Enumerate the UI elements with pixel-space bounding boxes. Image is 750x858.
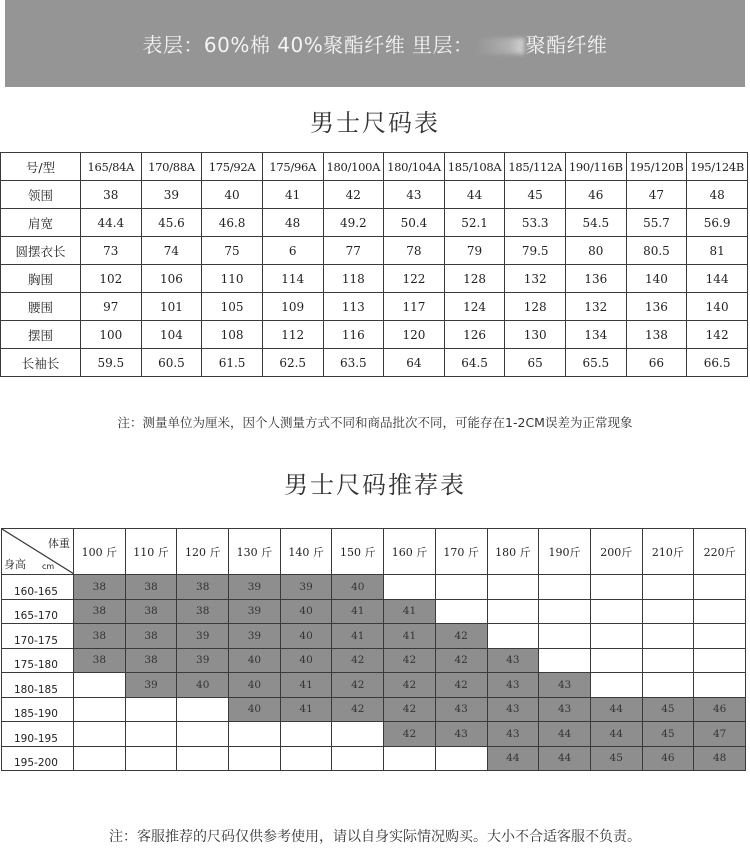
size-chart-row	[1, 209, 748, 237]
measurement-label: 领围	[1, 181, 81, 209]
empty-cell	[539, 624, 591, 649]
measurement-value: 132	[505, 265, 566, 293]
weight-column-header: 150 斤	[332, 529, 384, 575]
measurement-value: 48	[262, 209, 323, 237]
height-range-label: 170-175	[2, 624, 74, 649]
measurement-label: 圆摆衣长	[1, 237, 81, 265]
empty-cell	[280, 722, 332, 747]
size-chart-row	[1, 349, 748, 377]
height-unit-label: cm	[42, 562, 55, 571]
empty-cell	[125, 746, 177, 771]
measurement-label: 腰围	[1, 293, 81, 321]
measurement-label: 胸围	[1, 265, 81, 293]
recommended-size-cell: 41	[384, 599, 436, 624]
recommended-size-cell: 40	[177, 673, 229, 698]
empty-cell	[177, 746, 229, 771]
empty-cell	[74, 697, 126, 722]
recommend-chart-row	[2, 624, 746, 649]
measurement-value: 64.5	[444, 349, 505, 377]
size-column-header: 195/124B	[687, 153, 748, 181]
measurement-value: 102	[81, 265, 142, 293]
size-column-header: 180/100A	[323, 153, 384, 181]
measurement-value: 101	[141, 293, 202, 321]
weight-column-header: 180 斤	[487, 529, 539, 575]
material-text	[142, 29, 607, 58]
empty-cell	[642, 624, 694, 649]
height-range-label: 165-170	[2, 599, 74, 624]
recommended-size-cell: 38	[74, 648, 126, 673]
empty-cell	[642, 575, 694, 600]
recommend-chart-row	[2, 697, 746, 722]
empty-cell	[177, 697, 229, 722]
corner-cell	[2, 529, 74, 575]
size-column-header: 185/112A	[505, 153, 566, 181]
measurement-value: 39	[141, 181, 202, 209]
recommend-note: 注：客服推荐的尺码仅供参考使用，请以自身实际情况购买。大小不合适客服不负责。	[109, 829, 641, 845]
measurement-value: 64	[384, 349, 445, 377]
measurement-value: 122	[384, 265, 445, 293]
measurement-value: 104	[141, 321, 202, 349]
measurement-value: 40	[202, 181, 263, 209]
empty-cell	[332, 722, 384, 747]
recommended-size-cell: 46	[642, 746, 694, 771]
measurement-value: 134	[566, 321, 627, 349]
measurement-value: 110	[202, 265, 263, 293]
recommended-size-cell: 44	[590, 722, 642, 747]
size-column-header: 175/92A	[202, 153, 263, 181]
empty-cell	[125, 722, 177, 747]
measurement-value: 52.1	[444, 209, 505, 237]
measurement-value: 120	[384, 321, 445, 349]
measurement-value: 73	[81, 237, 142, 265]
measurement-value: 6	[262, 237, 323, 265]
measurement-value: 60.5	[141, 349, 202, 377]
measurement-value: 116	[323, 321, 384, 349]
empty-cell	[642, 673, 694, 698]
measurement-value: 61.5	[202, 349, 263, 377]
recommend-chart-row	[2, 746, 746, 771]
empty-cell	[384, 746, 436, 771]
height-range-label: 175-180	[2, 648, 74, 673]
recommended-size-cell: 39	[229, 575, 281, 600]
measurement-value: 128	[444, 265, 505, 293]
recommended-size-cell: 38	[125, 599, 177, 624]
measurement-value: 53.3	[505, 209, 566, 237]
measurement-value: 54.5	[566, 209, 627, 237]
measurement-value: 45	[505, 181, 566, 209]
material-inner-layer: 聚酯纤维	[525, 33, 608, 57]
size-chart-row	[1, 237, 748, 265]
weight-column-header: 200斤	[590, 529, 642, 575]
recommended-size-cell: 42	[332, 697, 384, 722]
recommended-size-cell: 44	[539, 746, 591, 771]
recommended-size-cell: 41	[280, 673, 332, 698]
empty-cell	[435, 746, 487, 771]
empty-cell	[590, 599, 642, 624]
empty-cell	[487, 599, 539, 624]
measurement-value: 100	[81, 321, 142, 349]
recommended-size-cell: 44	[539, 722, 591, 747]
recommended-size-cell: 40	[332, 575, 384, 600]
recommend-chart-row	[2, 575, 746, 600]
measurement-value: 47	[626, 181, 687, 209]
recommend-chart-row	[2, 648, 746, 673]
measurement-value: 77	[323, 237, 384, 265]
measurement-value: 136	[566, 265, 627, 293]
empty-cell	[435, 575, 487, 600]
recommend-chart-header-row	[2, 529, 746, 575]
recommended-size-cell: 42	[384, 697, 436, 722]
empty-cell	[74, 746, 126, 771]
recommended-size-cell: 42	[435, 624, 487, 649]
measurement-value: 112	[262, 321, 323, 349]
measurement-value: 46.8	[202, 209, 263, 237]
recommended-size-cell: 43	[435, 697, 487, 722]
recommended-size-cell: 45	[642, 697, 694, 722]
measurement-value: 105	[202, 293, 263, 321]
weight-column-header: 130 斤	[229, 529, 281, 575]
recommended-size-cell: 40	[280, 624, 332, 649]
recommended-size-cell: 40	[229, 697, 281, 722]
recommended-size-cell: 38	[177, 599, 229, 624]
measurement-value: 79	[444, 237, 505, 265]
measurement-value: 108	[202, 321, 263, 349]
size-column-header: 170/88A	[141, 153, 202, 181]
size-column-header: 185/108A	[444, 153, 505, 181]
size-chart-header-row	[1, 153, 748, 181]
measurement-value: 81	[687, 237, 748, 265]
measurement-value: 46	[566, 181, 627, 209]
recommended-size-cell: 38	[125, 575, 177, 600]
measurement-value: 50.4	[384, 209, 445, 237]
size-column-header: 165/84A	[81, 153, 142, 181]
recommended-size-cell: 39	[125, 673, 177, 698]
weight-column-header: 120 斤	[177, 529, 229, 575]
empty-cell	[694, 599, 746, 624]
size-chart-row	[1, 293, 748, 321]
height-range-label: 185-190	[2, 697, 74, 722]
measurement-value: 80	[566, 237, 627, 265]
empty-cell	[332, 746, 384, 771]
recommend-chart-row	[2, 673, 746, 698]
height-range-label: 195-200	[2, 746, 74, 771]
measurement-value: 44	[444, 181, 505, 209]
empty-cell	[590, 575, 642, 600]
recommended-size-cell: 39	[280, 575, 332, 600]
empty-cell	[177, 722, 229, 747]
measurement-value: 136	[626, 293, 687, 321]
size-chart-row	[1, 265, 748, 293]
blurred-text	[476, 38, 524, 54]
measurement-value: 80.5	[626, 237, 687, 265]
recommend-chart-title: 男士尺码推荐表	[284, 471, 466, 499]
measurement-value: 113	[323, 293, 384, 321]
measurement-value: 66	[626, 349, 687, 377]
empty-cell	[694, 575, 746, 600]
recommend-chart-table	[1, 528, 746, 771]
measurement-value: 106	[141, 265, 202, 293]
recommended-size-cell: 42	[384, 722, 436, 747]
recommended-size-cell: 44	[590, 697, 642, 722]
measurement-value: 140	[687, 293, 748, 321]
recommended-size-cell: 38	[74, 599, 126, 624]
empty-cell	[539, 575, 591, 600]
material-outer-layer: 表层：60%棉 40%聚酯纤维 里层：	[142, 33, 474, 57]
recommended-size-cell: 46	[694, 697, 746, 722]
recommended-size-cell: 38	[125, 624, 177, 649]
recommended-size-cell: 42	[435, 648, 487, 673]
height-range-label: 190-195	[2, 722, 74, 747]
measurement-value: 49.2	[323, 209, 384, 237]
measurement-value: 124	[444, 293, 505, 321]
measurement-label: 长袖长	[1, 349, 81, 377]
measurement-value: 128	[505, 293, 566, 321]
corner-label: 号/型	[1, 153, 81, 181]
size-chart-table	[0, 152, 748, 377]
recommended-size-cell: 39	[177, 624, 229, 649]
recommended-size-cell: 42	[384, 673, 436, 698]
empty-cell	[539, 599, 591, 624]
empty-cell	[487, 624, 539, 649]
measurement-value: 65.5	[566, 349, 627, 377]
size-column-header: 190/116B	[566, 153, 627, 181]
weight-column-header: 160 斤	[384, 529, 436, 575]
recommended-size-cell: 38	[74, 624, 126, 649]
measurement-value: 114	[262, 265, 323, 293]
measurement-value: 38	[81, 181, 142, 209]
recommended-size-cell: 45	[590, 746, 642, 771]
measurement-value: 56.9	[687, 209, 748, 237]
measurement-value: 62.5	[262, 349, 323, 377]
measurement-value: 55.7	[626, 209, 687, 237]
weight-column-header: 190斤	[539, 529, 591, 575]
empty-cell	[229, 746, 281, 771]
empty-cell	[280, 746, 332, 771]
height-range-label: 180-185	[2, 673, 74, 698]
recommended-size-cell: 40	[280, 599, 332, 624]
empty-cell	[74, 722, 126, 747]
size-column-header: 195/120B	[626, 153, 687, 181]
recommended-size-cell: 43	[539, 673, 591, 698]
recommended-size-cell: 41	[384, 624, 436, 649]
empty-cell	[590, 673, 642, 698]
recommended-size-cell: 47	[694, 722, 746, 747]
recommended-size-cell: 43	[487, 673, 539, 698]
empty-cell	[229, 722, 281, 747]
empty-cell	[125, 697, 177, 722]
measurement-value: 144	[687, 265, 748, 293]
empty-cell	[384, 575, 436, 600]
height-axis-label: 身高	[4, 558, 26, 571]
empty-cell	[642, 648, 694, 673]
measurement-value: 74	[141, 237, 202, 265]
recommended-size-cell: 39	[229, 599, 281, 624]
size-chart-title: 男士尺码表	[310, 109, 440, 137]
recommend-chart-row	[2, 722, 746, 747]
weight-axis-label: 体重	[48, 537, 70, 550]
recommended-size-cell: 38	[74, 575, 126, 600]
recommended-size-cell: 42	[435, 673, 487, 698]
empty-cell	[642, 599, 694, 624]
measurement-value: 79.5	[505, 237, 566, 265]
material-banner	[5, 0, 745, 87]
size-column-header: 180/104A	[384, 153, 445, 181]
measurement-value: 130	[505, 321, 566, 349]
weight-column-header: 220斤	[694, 529, 746, 575]
empty-cell	[590, 648, 642, 673]
empty-cell	[694, 624, 746, 649]
recommended-size-cell: 43	[487, 697, 539, 722]
recommend-chart-row	[2, 599, 746, 624]
empty-cell	[487, 575, 539, 600]
recommended-size-cell: 41	[332, 599, 384, 624]
size-chart-row	[1, 321, 748, 349]
measurement-value: 59.5	[81, 349, 142, 377]
measurement-label: 摆围	[1, 321, 81, 349]
recommended-size-cell: 41	[332, 624, 384, 649]
recommended-size-cell: 39	[177, 648, 229, 673]
measurement-value: 126	[444, 321, 505, 349]
recommended-size-cell: 40	[280, 648, 332, 673]
measurement-value: 65	[505, 349, 566, 377]
measurement-value: 41	[262, 181, 323, 209]
empty-cell	[590, 624, 642, 649]
measurement-note: 注：测量单位为厘米，因个人测量方式不同和商品批次不同，可能存在1-2CM误差为正常现象	[117, 415, 633, 430]
recommended-size-cell: 43	[539, 697, 591, 722]
measurement-value: 42	[323, 181, 384, 209]
recommended-size-cell: 42	[332, 673, 384, 698]
measurement-value: 48	[687, 181, 748, 209]
empty-cell	[694, 673, 746, 698]
measurement-value: 142	[687, 321, 748, 349]
recommended-size-cell: 43	[487, 722, 539, 747]
recommended-size-cell: 42	[384, 648, 436, 673]
measurement-value: 66.5	[687, 349, 748, 377]
recommended-size-cell: 38	[125, 648, 177, 673]
measurement-value: 109	[262, 293, 323, 321]
recommended-size-cell: 48	[694, 746, 746, 771]
recommended-size-cell: 40	[229, 673, 281, 698]
recommended-size-cell: 41	[280, 697, 332, 722]
weight-column-header: 140 斤	[280, 529, 332, 575]
measurement-value: 140	[626, 265, 687, 293]
weight-column-header: 100 斤	[74, 529, 126, 575]
empty-cell	[74, 673, 126, 698]
recommended-size-cell: 44	[487, 746, 539, 771]
height-range-label: 160-165	[2, 575, 74, 600]
recommended-size-cell: 43	[487, 648, 539, 673]
recommended-size-cell: 39	[229, 624, 281, 649]
measurement-value: 118	[323, 265, 384, 293]
weight-column-header: 210斤	[642, 529, 694, 575]
weight-column-header: 110 斤	[125, 529, 177, 575]
weight-column-header: 170 斤	[435, 529, 487, 575]
measurement-value: 132	[566, 293, 627, 321]
measurement-value: 117	[384, 293, 445, 321]
empty-cell	[539, 648, 591, 673]
measurement-value: 138	[626, 321, 687, 349]
recommended-size-cell: 38	[177, 575, 229, 600]
measurement-value: 44.4	[81, 209, 142, 237]
recommended-size-cell: 42	[332, 648, 384, 673]
measurement-label: 肩宽	[1, 209, 81, 237]
empty-cell	[694, 648, 746, 673]
recommended-size-cell: 43	[435, 722, 487, 747]
measurement-value: 63.5	[323, 349, 384, 377]
measurement-value: 45.6	[141, 209, 202, 237]
recommended-size-cell: 45	[642, 722, 694, 747]
recommended-size-cell: 40	[229, 648, 281, 673]
measurement-value: 43	[384, 181, 445, 209]
size-chart-row	[1, 181, 748, 209]
measurement-value: 78	[384, 237, 445, 265]
measurement-value: 97	[81, 293, 142, 321]
size-column-header: 175/96A	[262, 153, 323, 181]
measurement-value: 75	[202, 237, 263, 265]
empty-cell	[435, 599, 487, 624]
